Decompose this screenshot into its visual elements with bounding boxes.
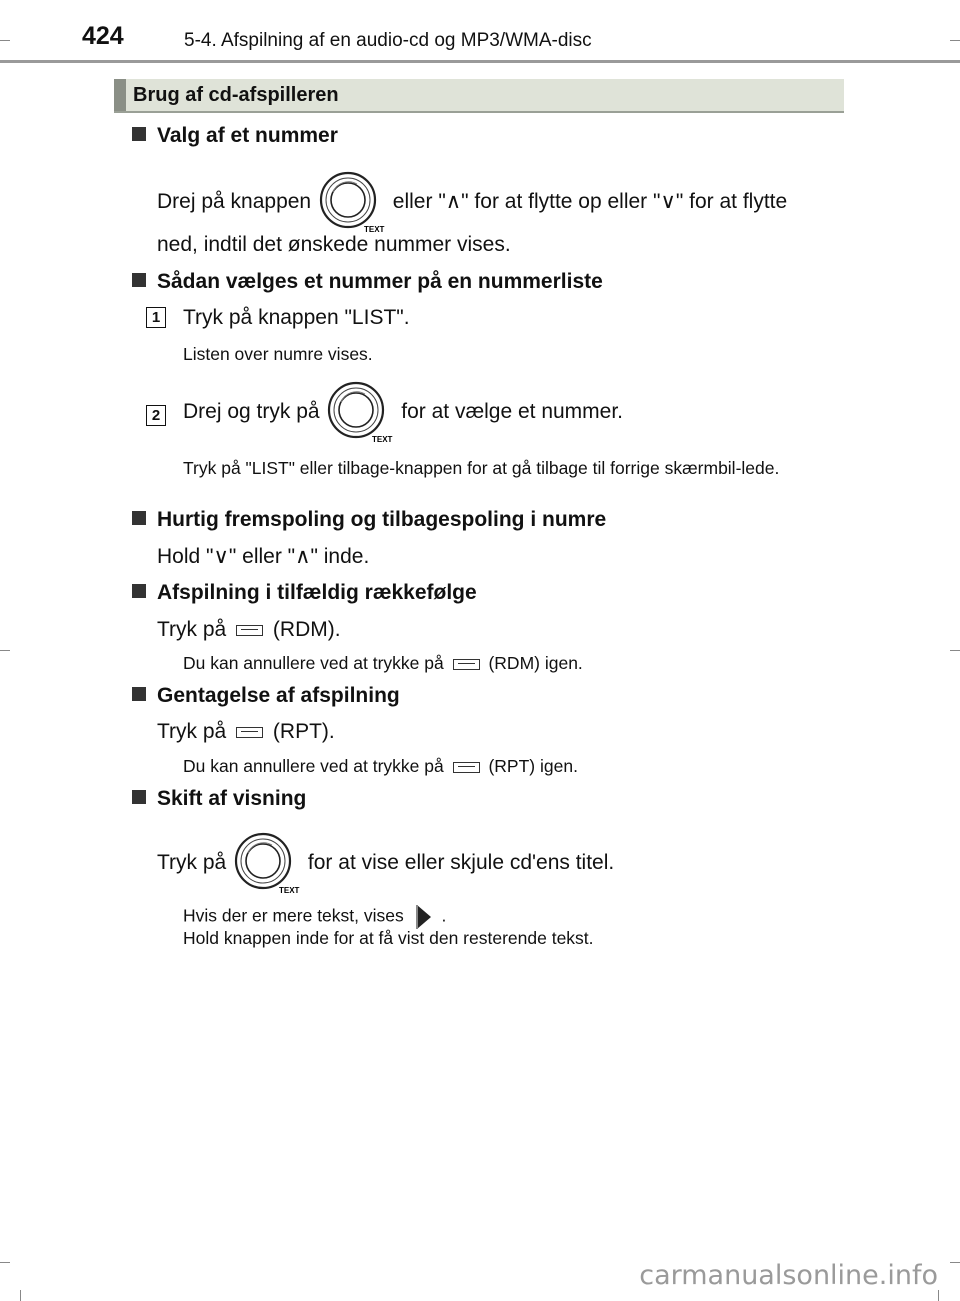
repeat-text: Tryk på (RPT). [157,720,335,743]
svg-text:TEXT: TEXT [363,225,385,235]
square-bullet-icon [132,273,146,287]
repeat-note: Du kan annullere ved at trykke på (RPT) igen. [183,756,578,776]
header-rule [0,60,960,63]
heading-track-select: Valg af et nummer [132,124,338,148]
section-title: Brug af cd-afspilleren [133,84,339,106]
scroll-arrow-icon [413,903,433,931]
preset-button-icon [453,659,480,670]
square-bullet-icon [132,790,146,804]
heading-fast-forward: Hurtig fremspoling og tilbagespoling i numre [132,508,606,532]
heading-track-list: Sådan vælges et nummer på en nummerliste [132,270,603,294]
display-note-2: Hold knappen inde for at få vist den resterende tekst. [183,928,594,948]
fast-forward-text: Hold "∨" eller "∧" inde. [157,545,370,568]
display-switch-text: Tryk på TEXT for at vise eller skjule cd'ens titel. [157,830,614,896]
track-select-line2: ned, indtil det ønskede nummer vises. [157,233,511,256]
preset-button-icon [453,762,480,773]
crop-mark [938,1290,939,1301]
heading-display-switch: Skift af visning [132,787,306,811]
square-bullet-icon [132,511,146,525]
tune-knob-icon [325,380,395,444]
step1-note: Listen over numre vises. [183,344,373,364]
step-number-2: 2 [146,405,166,426]
square-bullet-icon [132,687,146,701]
section-title-band [114,79,844,113]
step1-text: Tryk på knappen "LIST". [183,306,410,329]
crop-mark [950,40,960,41]
square-bullet-icon [132,584,146,598]
crop-mark [950,1262,960,1263]
step2-text: Drej og tryk på TEXT for at vælge et nummer. [183,379,623,445]
track-select-line1: Drej på knappen TEXT eller "∧" for at flytte op eller "∨" for at flytte [157,169,787,235]
random-text: Tryk på (RDM). [157,618,341,641]
heading-repeat: Gentagelse af afspilning [132,684,400,708]
preset-button-icon [236,625,263,636]
crop-mark [0,650,10,651]
crop-mark [0,40,10,41]
tune-knob-icon [232,831,302,895]
crop-mark [0,1262,10,1263]
svg-text:TEXT: TEXT [372,435,393,445]
svg-text:TEXT: TEXT [279,886,300,896]
heading-random: Afspilning i tilfældig rækkefølge [132,581,477,605]
chapter-title: 5-4. Afspilning af en audio-cd og MP3/WMA-disc [184,30,592,51]
crop-mark [950,650,960,651]
crop-mark [20,1290,21,1301]
section-band-accent [114,79,126,111]
square-bullet-icon [132,127,146,141]
page-number: 424 [82,22,124,50]
random-note: Du kan annullere ved at trykke på (RDM) igen. [183,653,583,673]
watermark: carmanualsonline.info [639,1260,938,1291]
display-note-1: Hvis der er mere tekst, vises . [183,903,446,931]
step-number-1: 1 [146,307,166,328]
step2-note: Tryk på "LIST" eller tilbage-knappen for at gå tilbage til forrige skærmbil-lede. [183,458,780,478]
preset-button-icon [236,727,263,738]
tune-knob-icon [317,170,387,234]
